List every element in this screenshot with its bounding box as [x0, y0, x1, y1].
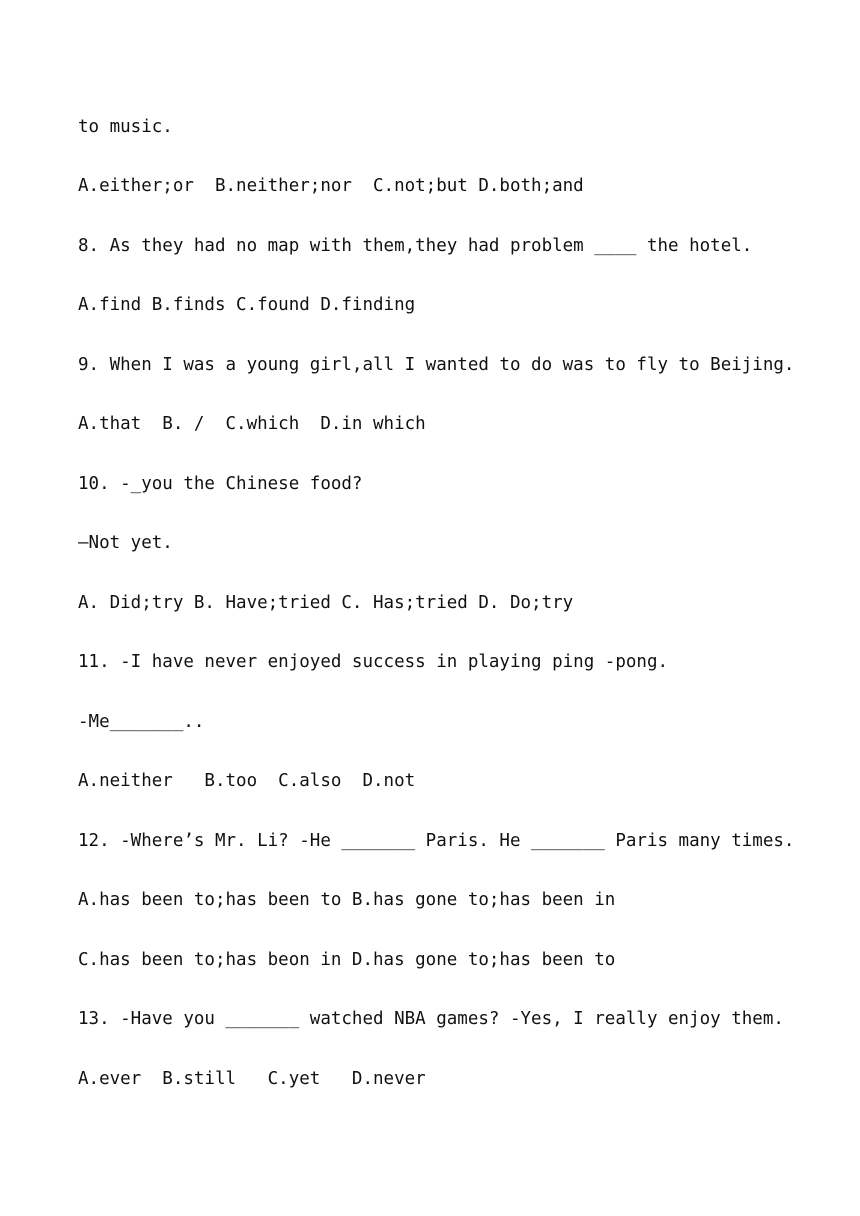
question-13-stem: 13. -Have you _______ watched NBA games? -Yes, I really enjoy them.	[78, 1009, 784, 1029]
question-9-stem: 9. When I was a young girl,all I wanted to do was to fly to Beijing.	[78, 355, 795, 375]
question-12-options-ab: A.has been to;has been to B.has gone to;has been in	[78, 890, 616, 910]
question-12-options-cd: C.has been to;has beon in D.has gone to;has been to	[78, 950, 616, 970]
question-8-options: A.find B.finds C.found D.finding	[78, 295, 416, 315]
question-10-stem: 10. -_you the Chinese food?	[78, 474, 363, 494]
text-line-continuation: to music.	[78, 117, 173, 137]
question-12-stem: 12. -Where’s Mr. Li? -He _______ Paris. He _______ Paris many times.	[78, 831, 795, 851]
question-11-response: -Me_______..	[78, 712, 205, 732]
question-10-response: —Not yet.	[78, 533, 173, 553]
question-10-options: A. Did;try B. Have;tried C. Has;tried D. Do;try	[78, 593, 574, 613]
question-7-options: A.either;or B.neither;nor C.not;but D.both;and	[78, 176, 584, 196]
question-13-options: A.ever B.still C.yet D.never	[78, 1069, 426, 1089]
question-8-stem: 8. As they had no map with them,they had problem ____ the hotel.	[78, 236, 753, 256]
question-11-stem: 11. -I have never enjoyed success in playing ping -pong.	[78, 652, 669, 672]
question-11-options: A.neither B.too C.also D.not	[78, 771, 416, 791]
question-9-options: A.that B. / C.which D.in which	[78, 414, 426, 434]
